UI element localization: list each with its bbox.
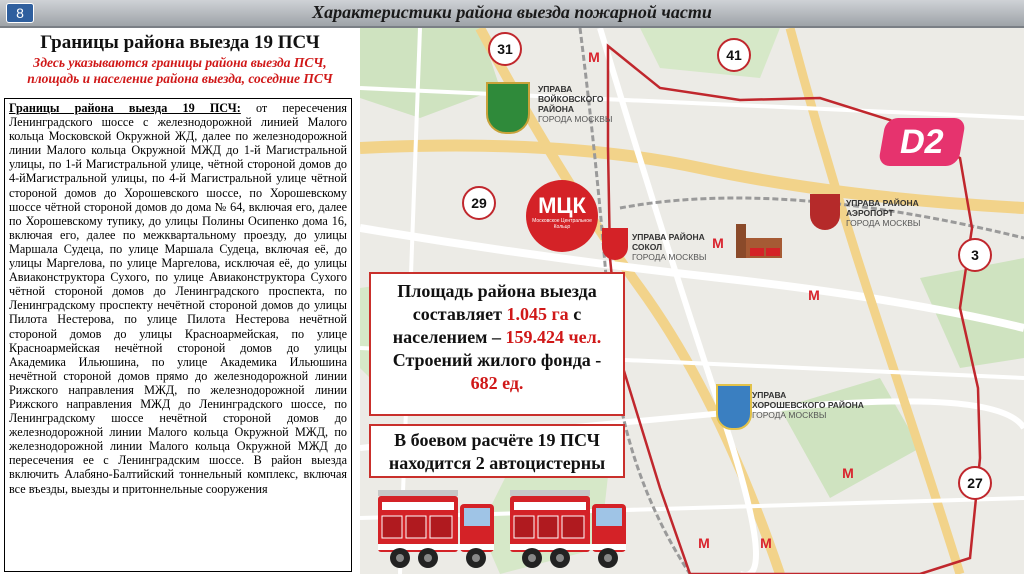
- crew-line-2: находится 2 автоцистерны: [388, 453, 606, 473]
- aeroport-emblem: [810, 194, 840, 230]
- district-label-voykovsky: УПРАВА ВОЙКОВСКОГО РАЙОНА ГОРОДА МОСКВЫ: [538, 84, 613, 124]
- crew-line-1: В боевом расчёте 19 ПСЧ: [394, 430, 600, 450]
- mck-title: МЦК: [538, 193, 586, 218]
- mck-logo: [526, 180, 598, 252]
- note-line-1: Здесь указываются границы района выезда ПСЧ,: [33, 55, 327, 70]
- mck-subtitle: Московское Центральное Кольцо: [532, 218, 592, 230]
- metro-icon: M: [588, 49, 600, 65]
- section-subtitle: Границы района выезда 19 ПСЧ: [40, 32, 320, 53]
- metro-icon: M: [712, 235, 724, 251]
- district-label-khoroshevsky: УПРАВА ХОРОШЕВСКОГО РАЙОНА ГОРОДА МОСКВЫ: [752, 390, 864, 420]
- boundary-heading: Границы района выезда 19 ПСЧ:: [9, 101, 241, 115]
- fire-station-29[interactable]: 29: [462, 186, 496, 220]
- slide-header: [0, 0, 1024, 28]
- population-value: 159.424 чел.: [505, 327, 602, 347]
- note-line-2: площадь и население района выезда, соседние ПСЧ: [27, 71, 333, 86]
- metro-icon: M: [698, 535, 710, 551]
- d2-line-badge: D2: [878, 118, 966, 166]
- fire-truck-icon: [508, 486, 630, 570]
- slide-title: Характеристики района выезда пожарной части: [312, 2, 712, 22]
- population-line: населением – 159.424 чел.: [392, 327, 602, 347]
- fire-station-27[interactable]: 27: [958, 466, 992, 500]
- boundary-description: [4, 98, 352, 572]
- khoroshevsky-emblem: [716, 384, 752, 430]
- voykovsky-emblem: [486, 82, 530, 134]
- boundary-text: от пересечения Ленинградского шоссе с железнодорожной линией Малого кольца Московской Окружной ЖД, далее по железнодорожной линии Малого кольца Окружной МЖД до 1-й Магистральной улицы, по 1-й Магистральной улице, чётной стороной домов до 4-йМагистральной улицы, по 4-й Магистральной улице чётной стороной домов до Хорошевского шоссе, по Хорошевскому шоссе чётной стороной домов до дома № 64, включая его, далее по Хорошевскому тупику, до улицы Полины Осипенко дома 16, включая его, далее по межквартальному проезду, до улицы Маршала Судеца, по улице Маршала Судеца, включая её, до улицы Маргелова, по улице Маргелова, исключая её, до улицы Авиаконструктора Сухого, по улице Авиаконструктора Сухого чётной стороной домов до Ленинградского проспекта, по Ленинградскому проспекту нечётной стороной домов до улицы Пилота Нестерова, по улице Пилота Нестерова нечётной стороной домов до улицы Красноармейская, по улице Красноармейская нечётной стороной домов до улицы Академика Ильюшина, по улице Академика Ильюшина нечётной стороной домов прямо до железнодорожной линии Рижского направления МЖД, по железнодорожной линии Рижского направления МЖД до Ленинградского шоссе, по Ленинградскому шоссе нечётной стороной домов до железнодорожной линии Малого кольца Окружной МЖД, по железнодорожной линии Малого кольца Окружной МЖД до пересечения ее с Ленинградским шоссе. В район выезда включить Алабяно-Балтийский тоннельный комплекс, включая все въезды, выезды и притоннельные сооружения: [9, 101, 347, 496]
- district-label-aeroport: УПРАВА РАЙОНА АЭРОПОРТ ГОРОДА МОСКВЫ: [846, 198, 921, 228]
- fire-truck-icon: [376, 486, 498, 570]
- housing-value: 682 ед.: [470, 373, 524, 393]
- district-label-sokol: УПРАВА РАЙОНА СОКОЛ ГОРОДА МОСКВЫ: [632, 232, 707, 262]
- crew-summary-box: [369, 424, 625, 478]
- area-summary-box: [369, 272, 625, 416]
- metro-icon: M: [760, 535, 772, 551]
- fire-station-building-icon: [732, 224, 784, 258]
- area-line: составляет 1.045 га с: [412, 304, 582, 324]
- sokol-emblem: [602, 228, 628, 260]
- fire-station-3[interactable]: 3: [958, 238, 992, 272]
- housing-label: Строений жилого фонда -: [392, 350, 602, 370]
- area-label: Площадь района выезда: [397, 281, 597, 301]
- left-panel: [0, 28, 360, 574]
- metro-icon: M: [842, 465, 854, 481]
- fire-station-41[interactable]: 41: [717, 38, 751, 72]
- page-number-badge: 8: [6, 3, 34, 23]
- instruction-note: [10, 55, 350, 87]
- fire-station-31[interactable]: 31: [488, 32, 522, 66]
- area-value: 1.045 га: [506, 304, 569, 324]
- metro-icon: M: [808, 287, 820, 303]
